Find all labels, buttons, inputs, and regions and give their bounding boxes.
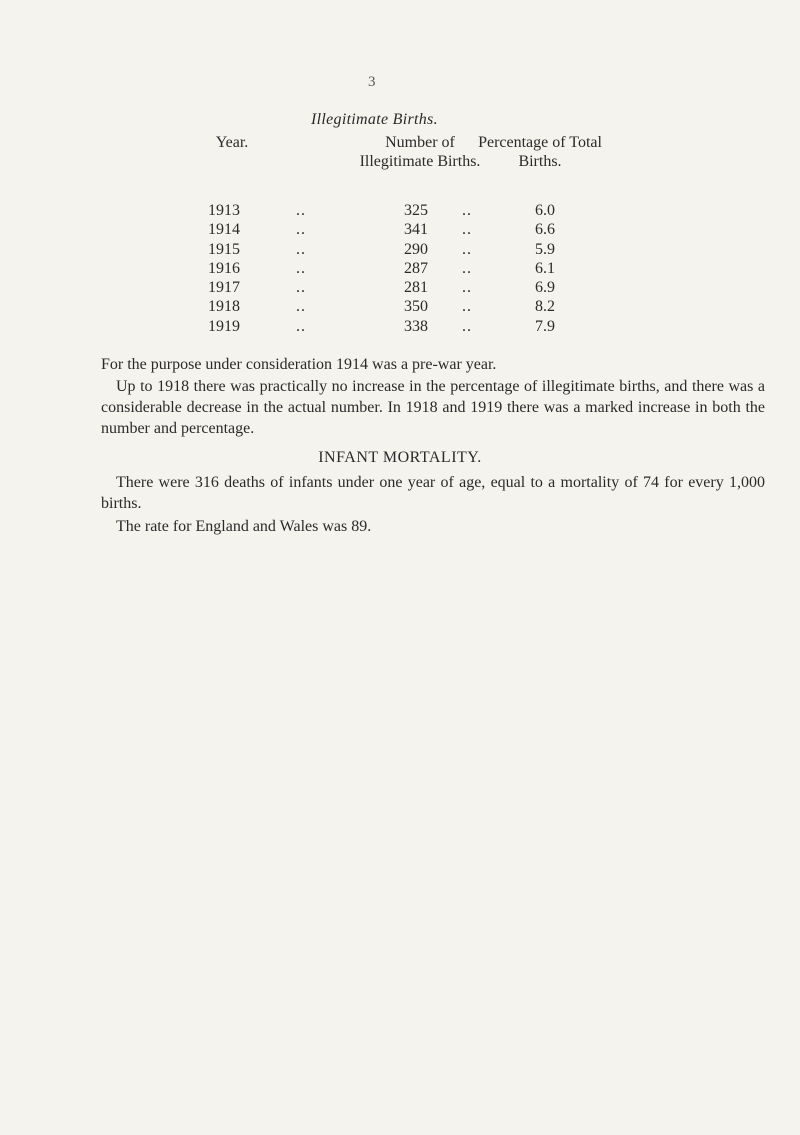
leader-dots: .. (296, 298, 306, 316)
column-header-year: Year. (215, 134, 249, 151)
table-row (0, 241, 800, 260)
summary-paragraph: Up to 1918 there was practically no increase in the percentage of illegitimate births, and there was a considerable decrease in the actual number. In 1918 and 1919 there was a marked increase in both the number and percentage. (101, 378, 765, 437)
percentage-cell: 6.0 (535, 202, 555, 219)
year-cell: 1913 (208, 202, 240, 219)
leader-dots: .. (296, 279, 306, 297)
number-cell: 325 (404, 202, 428, 219)
leader-dots: .. (462, 317, 472, 335)
column-header-number: Number of Illegitimate Births. (359, 134, 481, 170)
number-cell: 290 (404, 240, 428, 258)
number-cell: 341 (404, 221, 428, 239)
table-row (0, 298, 800, 317)
pre-war-note: For the purpose under consideration 1914 was a pre-war year. (101, 356, 497, 373)
year-cell: 1919 (208, 317, 240, 335)
leader-dots: .. (462, 202, 472, 219)
table-row (0, 279, 800, 298)
leader-dots: .. (296, 259, 306, 277)
leader-dots: .. (462, 240, 472, 258)
number-cell: 281 (404, 279, 428, 297)
leader-dots: .. (462, 259, 472, 277)
leader-dots: .. (462, 221, 472, 239)
leader-dots: .. (462, 279, 472, 297)
table-row (0, 221, 800, 240)
year-cell: 1915 (208, 240, 240, 258)
percentage-cell: 5.9 (535, 240, 555, 258)
page-number: 3 (368, 74, 376, 90)
year-cell: 1917 (208, 279, 240, 297)
year-cell: 1918 (208, 298, 240, 316)
leader-dots: .. (296, 221, 306, 239)
percentage-cell: 8.2 (535, 298, 555, 316)
percentage-cell: 7.9 (535, 317, 555, 335)
percentage-cell: 6.6 (535, 221, 555, 239)
year-cell: 1916 (208, 259, 240, 277)
leader-dots: .. (296, 240, 306, 258)
number-cell: 350 (404, 298, 428, 316)
table-title: Illegitimate Births. (311, 111, 438, 128)
infant-mortality-paragraph: There were 316 deaths of infants under one year of age, equal to a mortality of 74 for every 1,000 births. (101, 474, 765, 512)
table-row (0, 202, 800, 221)
leader-dots: .. (462, 298, 472, 316)
births-table-body (0, 202, 800, 337)
year-cell: 1914 (208, 221, 240, 239)
leader-dots: .. (296, 202, 306, 219)
column-header-percentage: Percentage of Total Births. (478, 134, 602, 170)
percentage-cell: 6.1 (535, 259, 555, 277)
percentage-cell: 6.9 (535, 279, 555, 297)
infant-mortality-heading: INFANT MORTALITY. (318, 449, 482, 466)
table-row (0, 318, 800, 337)
england-wales-rate-paragraph: The rate for England and Wales was 89. (116, 518, 372, 535)
leader-dots: .. (296, 317, 306, 335)
number-cell: 338 (404, 317, 428, 335)
table-row (0, 260, 800, 279)
number-cell: 287 (404, 259, 428, 277)
